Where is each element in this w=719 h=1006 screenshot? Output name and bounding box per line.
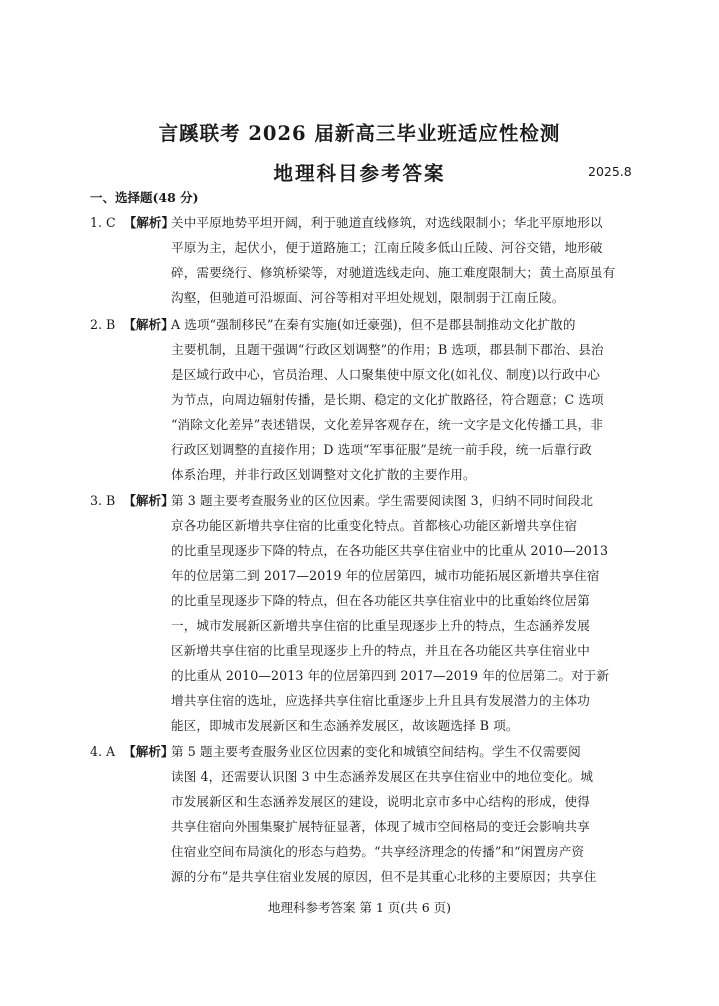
answer-line: 市发展新区和生态涵养发展区的建设，说明北京市多中心结构的形成，使得 — [171, 794, 590, 809]
answer-line: 京各功能区新增共享住宿的比重变化特点。首都核心功能区新增共享住宿 — [171, 518, 578, 533]
answer-line: 行政区划调整的直接作用；D 选项“军事征服”是统一前手段，统一后靠行政 — [171, 442, 592, 457]
question-number: 1. C — [90, 215, 116, 230]
answer-line: 区新增共享住宿的比重呈现逐步上升的特点，并且在各功能区共享住宿业中 — [171, 643, 590, 658]
answer-line: 碎，需要绕行、修筑桥梁等，对驰道选线走向、施工难度限制大；黄土高原虽有 — [171, 265, 616, 280]
answer-line: 第 3 题主要考查服务业的区位因素。学生需要阅读图 3，归纳不同时间段北 — [171, 493, 594, 508]
analysis-tag: 【解析】 — [123, 317, 174, 332]
question-number: 2. B — [90, 317, 116, 332]
answer-line: 住宿业空间布局演化的形态与趋势。“共享经济理念的传播”和“闲置房产资 — [171, 844, 585, 859]
answer-line: 第 5 题主要考查服务业区位因素的变化和城镇空间结构。学生不仅需要阅 — [171, 744, 581, 759]
question-number: 3. B — [90, 493, 116, 508]
answer-line: 增共享住宿的选址，应选择共享住宿比重逐步上升且具有发展潜力的主体功 — [171, 693, 590, 708]
answer-line: 的比重呈现逐步下降的特点，在各功能区共享住宿业中的比重从 2010—2013 — [171, 543, 609, 558]
answer-line: 是区域行政中心，官员治理、人口聚集使中原文化(如礼仪、制度)以行政中心 — [171, 367, 600, 382]
question-header — [90, 490, 174, 509]
doc-title: 言蹊联考 2026 届新高三毕业班适应性检测 — [158, 122, 561, 145]
question-header — [90, 212, 174, 231]
answer-line: 读图 4，还需要认识图 3 中生态涵养发展区在共享住宿业中的地位变化。城 — [171, 769, 594, 784]
analysis-tag: 【解析】 — [123, 744, 174, 759]
question-number: 4. A — [90, 744, 116, 759]
answer-line: 源的分布”是共享住宿业发展的原因，但不是其重心北移的主要原因；共享住 — [171, 869, 597, 884]
answer-line: 能区，即城市发展新区和生态涵养发展区，故该题选择 B 项。 — [171, 718, 519, 733]
answer-line: 平原为主，起伏小，便于道路施工；江南丘陵多低山丘陵、河谷交错，地形破 — [171, 240, 603, 255]
answer-line: 的比重从 2010—2013 年的位居第四到 2017—2019 年的位居第二。对于新 — [171, 668, 610, 683]
question-header — [90, 314, 174, 333]
answer-line: “消除文化差异”表述错误，文化差异客观存在，统一文字是文化传播工具，非 — [171, 417, 603, 432]
answer-line: 沟壑，但驰道可沿塬面、河谷等相对平坦处规划，限制弱于江南丘陵。 — [171, 290, 565, 305]
answer-line: 一，城市发展新区新增共享住宿的比重呈现逐步上升的特点，生态涵养发展 — [171, 618, 590, 633]
answer-line: 主要机制，且题干强调“行政区划调整”的作用；B 选项，郡县制下郡治、县治 — [171, 342, 604, 357]
answer-line: 的比重呈现逐步下降的特点，但在各功能区共享住宿业中的比重始终位居第 — [171, 593, 590, 608]
answer-line: 关中平原地势平坦开阔，利于驰道直线修筑，对选线限制小；华北平原地形以 — [171, 215, 603, 230]
question-header — [90, 741, 174, 760]
answer-line: 共享住宿向外围集聚扩展特征显著，体现了城市空间格局的变迁会影响共享 — [171, 819, 590, 834]
answer-line: 体系治理，并非行政区划调整对文化扩散的主要作用。 — [171, 467, 476, 482]
doc-subtitle: 地理科目参考答案 — [273, 162, 446, 185]
section-heading: 一、选择题(48 分) — [90, 190, 199, 205]
analysis-tag: 【解析】 — [123, 215, 175, 230]
answer-line: A 选项“强制移民”在秦有实施(如迁豪强)，但不是郡县制推动文化扩散的 — [171, 317, 576, 332]
doc-date: 2025.8 — [588, 164, 632, 179]
page-footer: 地理科参考答案 第 1 页(共 6 页) — [267, 900, 452, 915]
answer-line: 年的位居第二到 2017—2019 年的位居第四，城市功能拓展区新增共享住宿 — [171, 568, 600, 583]
answer-line: 为节点，向周边辐射传播，是长期、稳定的文化扩散路径，符合题意；C 选项 — [171, 392, 604, 407]
analysis-tag: 【解析】 — [123, 493, 174, 508]
